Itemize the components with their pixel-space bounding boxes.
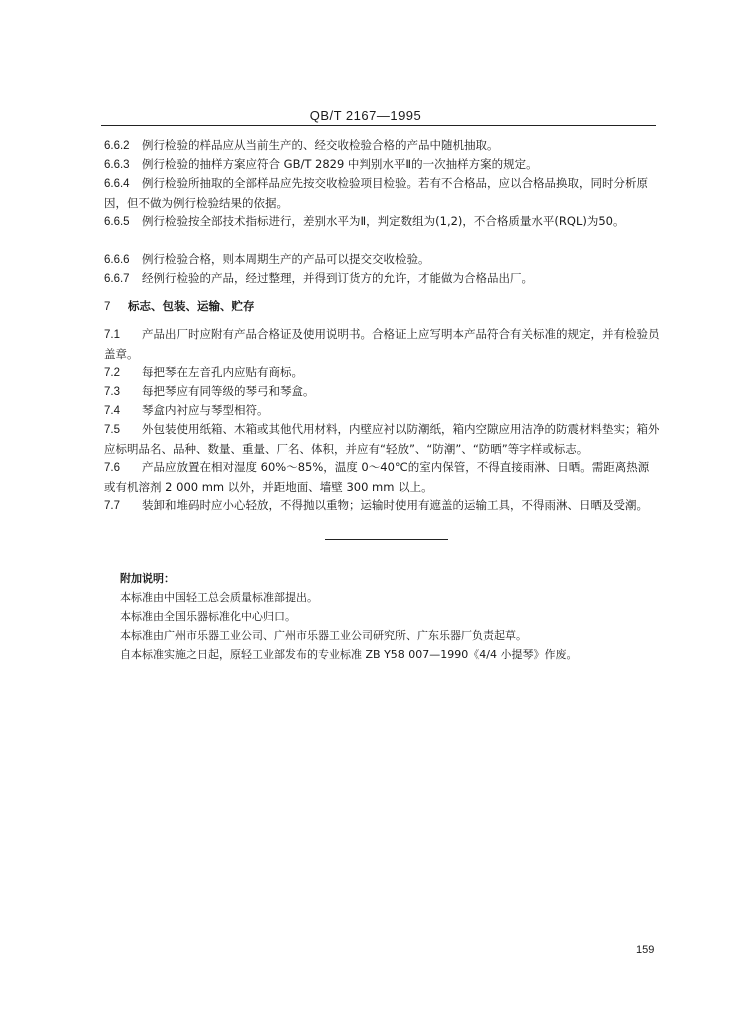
clause-text: 例行检验的样品应从当前生产的、经交收检验合格的产品中随机抽取。	[142, 138, 499, 152]
note-line: 本标准由中国轻工总会质量标准部提出。	[120, 591, 318, 604]
clause-number: 6.6.2	[104, 140, 130, 152]
clause-7-6	[104, 458, 660, 497]
section-7-title	[104, 298, 255, 314]
clause-number: 6.6.3	[104, 159, 130, 171]
section-number: 7	[104, 301, 111, 313]
clause-number: 7.4	[104, 405, 120, 417]
section-title-text: 标志、包装、运输、贮存	[128, 299, 255, 313]
clause-7-4	[104, 401, 660, 421]
clause-6-6-6	[104, 250, 660, 270]
clause-number: 7.2	[104, 367, 120, 379]
clause-7-3	[104, 382, 660, 402]
clause-text: 每把琴应有同等级的琴弓和琴盒。	[142, 384, 315, 398]
clause-text: 例行检验合格，则本周期生产的产品可以提交交收检验。	[142, 252, 430, 266]
clause-6-6-3	[104, 155, 660, 175]
clause-number: 7.3	[104, 386, 120, 398]
standard-code-header: QB/T 2167—1995	[309, 108, 422, 123]
clause-number: 6.6.5	[104, 216, 130, 228]
clause-7-1	[104, 325, 660, 364]
notes-title: 附加说明：	[120, 572, 175, 585]
clause-number: 7.1	[104, 329, 120, 341]
clause-6-6-4	[104, 174, 660, 213]
note-line: 本标准由广州市乐器工业公司、广州市乐器工业公司研究所、广东乐器厂负责起草。	[120, 629, 527, 642]
clause-text: 产品应放置在相对湿度 60%～85%，温度 0～40℃的室内保管，不得直接雨淋、日晒。需距离热源或有机溶剂 2 000 mm 以外，并距地面、墙壁 300 mm 以上。	[104, 460, 650, 494]
clause-7-7	[104, 496, 660, 516]
page-number: 159	[636, 944, 655, 956]
clause-6-6-5	[104, 212, 660, 232]
clause-text: 经例行检验的产品，经过整理，并得到订货方的允许，才能做为合格品出厂。	[142, 271, 533, 285]
clause-number: 7.5	[104, 424, 120, 436]
clause-number: 6.6.7	[104, 273, 130, 285]
clause-6-6-2	[104, 136, 660, 156]
note-line: 自本标准实施之日起，原轻工业部发布的专业标准 ZB Y58 007—1990《4/4 小提琴》作废。	[120, 648, 578, 661]
note-line: 本标准由全国乐器标准化中心归口。	[120, 610, 296, 623]
clause-text: 外包装使用纸箱、木箱或其他代用材料，内壁应衬以防潮纸，箱内空隙应用洁净的防震材料垫实；箱外应标明品名、品种、数量、重量、厂名、体积，并应有“轻放”、“防潮”、“防晒”等字样或标志。	[104, 422, 660, 456]
clause-number: 6.6.4	[104, 178, 130, 190]
clause-text: 例行检验的抽样方案应符合 GB/T 2829 中判别水平Ⅱ的一次抽样方案的规定。	[142, 157, 538, 171]
clause-number: 6.6.6	[104, 254, 130, 266]
header-rule	[101, 125, 656, 126]
clause-number: 7.6	[104, 462, 120, 474]
clause-text: 装卸和堆码时应小心轻放，不得抛以重物；运输时使用有遮盖的运输工具，不得雨淋、日晒及受潮。	[142, 498, 648, 512]
clause-7-2	[104, 363, 660, 383]
clause-6-6-7	[104, 269, 660, 289]
clause-7-5	[104, 420, 660, 459]
end-of-standard-rule	[325, 539, 448, 540]
clause-text: 每把琴在左音孔内应贴有商标。	[142, 365, 303, 379]
clause-text: 例行检验按全部技术指标进行，差别水平为Ⅱ，判定数组为(1,2)，不合格质量水平(RQL)为50。	[142, 214, 625, 228]
clause-text: 琴盒内衬应与琴型相符。	[142, 403, 269, 417]
clause-text: 产品出厂时应附有产品合格证及使用说明书。合格证上应写明本产品符合有关标准的规定，并有检验员盖章。	[104, 327, 660, 361]
clause-text: 例行检验所抽取的全部样品应先按交收检验项目检验。若有不合格品，应以合格品换取，同时分析原因，但不做为例行检验结果的依据。	[104, 176, 648, 210]
clause-number: 7.7	[104, 500, 120, 512]
